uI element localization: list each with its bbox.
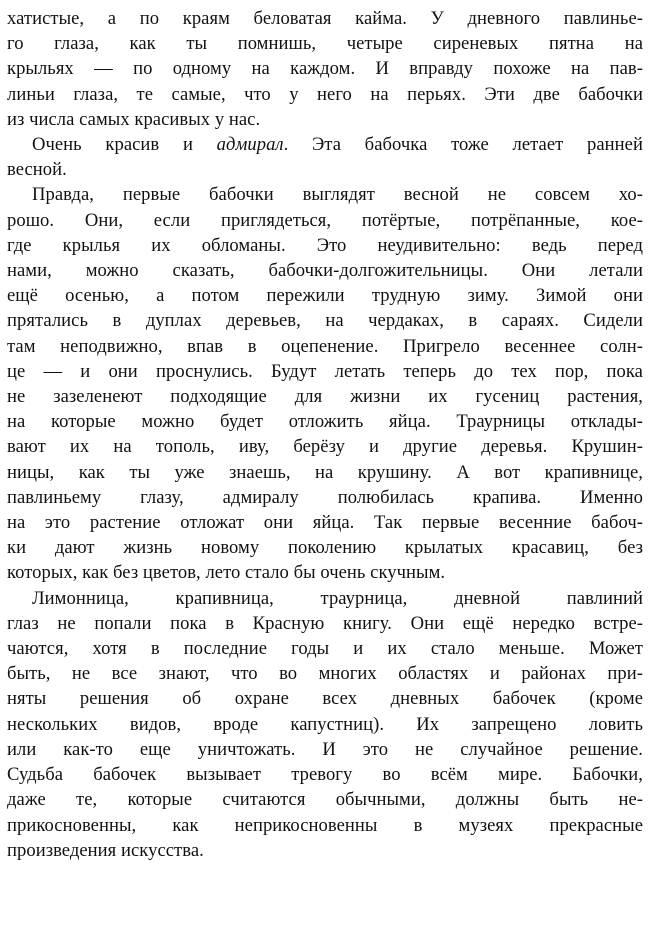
- book-page: [7, 6, 643, 926]
- text-line: произведения искусства.: [7, 839, 204, 861]
- text-line: весной.: [7, 159, 67, 181]
- text-line: Правда, первые бабочки выглядят весной не совсем хо-: [32, 184, 643, 206]
- text-line: глаз не попали пока в Красную книгу. Они ещё нередко встре-: [7, 612, 643, 634]
- text-line: нами, можно сказать, бабочки-долгожительницы. Они летали: [7, 260, 643, 282]
- text-line: ки дают жизнь новому поколению крылатых красавиц, без: [7, 537, 643, 559]
- text-line: или как-то еще уничтожать. И это не случайное решение.: [7, 738, 643, 760]
- text-line: рошо. Они, если приглядеться, потёртые, потрёпанные, кое-: [7, 209, 643, 231]
- text-line: чаются, хотя в последние годы и их стало меньше. Может: [7, 638, 643, 660]
- text-line: няты решения об охране всех дневных бабочек (кроме: [7, 688, 643, 710]
- text-line: которых, как без цветов, лето стало бы очень скучным.: [7, 562, 446, 584]
- text-run: Очень красив и: [32, 134, 217, 156]
- text-line: Лимонница, крапивница, траурница, дневной павлиний: [32, 587, 643, 609]
- text-run: . Эта бабочка тоже летает ранней: [283, 134, 643, 156]
- text-line: там неподвижно, впав в оцепенение. Пригрело весеннее солн-: [7, 335, 643, 357]
- text-line: прикосновенны, как неприкосновенны в музеях прекрасные: [7, 814, 643, 836]
- text-line: павлиньему глазу, адмиралу полюбилась крапива. Именно: [7, 486, 643, 508]
- text-line: ницы, как ты уже знаешь, на крушину. А вот крапивнице,: [7, 461, 643, 483]
- italic-term: адмирал: [216, 134, 284, 156]
- text-line: из числа самых красивых у нас.: [7, 108, 261, 130]
- paragraph-peacock: [7, 6, 643, 132]
- text-line: где крылья их обломаны. Это неудивительно: ведь перед: [7, 234, 643, 256]
- text-line: [7, 132, 643, 157]
- paragraph-admiral: [7, 132, 643, 182]
- text-line: це — и они проснулись. Будут летать теперь до тех пор, пока: [7, 360, 643, 382]
- text-line: хатистые, а по краям беловатая кайма. У дневного павлинье-: [7, 8, 643, 29]
- text-line: на это растение отложат они яйца. Так первые весенние бабоч-: [7, 512, 643, 534]
- paragraph-first-butterflies: [7, 182, 643, 585]
- text-line: нескольких видов, вроде капустниц). Их запрещено ловить: [7, 713, 643, 735]
- text-line: го глаза, как ты помнишь, четыре сиреневых пятна на: [7, 33, 643, 55]
- text-line: крыльях — по одному на каждом. И вправду похоже на пав-: [7, 58, 643, 80]
- text-line: линьи глаза, те самые, что у него на перьях. Эти две бабочки: [7, 83, 643, 105]
- text-line: быть, не все знают, что во многих областях и районах при-: [7, 663, 643, 685]
- text-line: на которые можно будет отложить яйца. Траурницы отклады-: [7, 411, 643, 433]
- text-line: даже те, которые считаются обычными, должны быть не-: [7, 789, 643, 811]
- text-line: Судьба бабочек вызывает тревогу во всём мире. Бабочки,: [7, 764, 643, 786]
- text-line: не зазеленеют подходящие для жизни их гусениц растения,: [7, 386, 643, 408]
- text-line: прятались в дуплах деревьев, на чердаках, в сараях. Сидели: [7, 310, 643, 332]
- text-line: вают их на тополь, иву, берёзу и другие деревья. Крушин-: [7, 436, 643, 458]
- paragraph-red-book: [7, 586, 643, 863]
- text-line: ещё осенью, а потом пережили трудную зиму. Зимой они: [7, 285, 643, 307]
